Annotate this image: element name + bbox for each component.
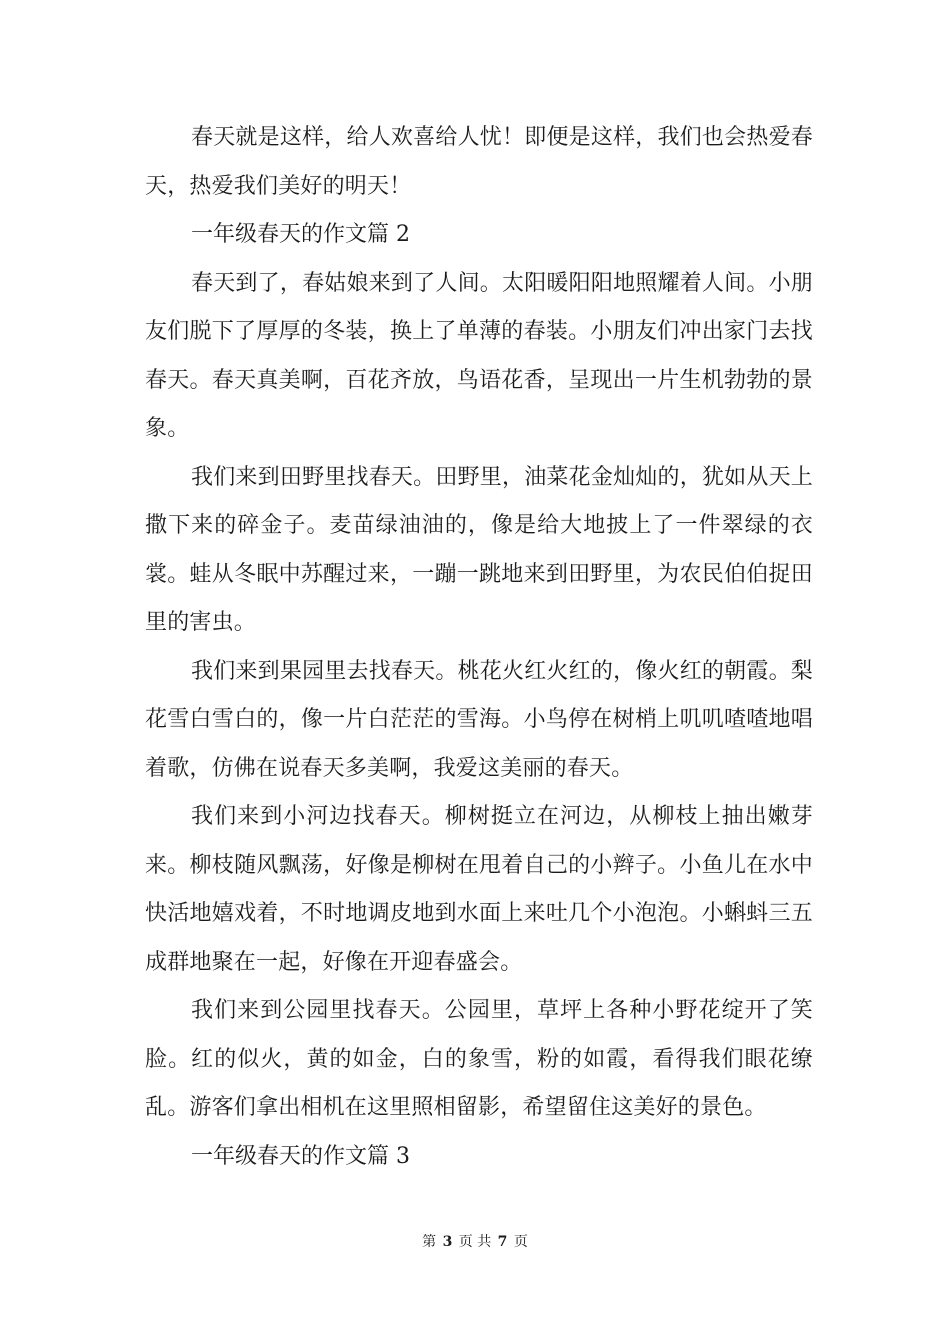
paragraph-orchard: 我们来到果园里去找春天。桃花火红火红的，像火红的朝霞。梨花雪白雪白的，像一片白茫茫的雪海。小鸟停在树梢上叽叽喳喳地唱着歌，仿佛在说春天多美啊，我爱这美丽的春天。: [145, 658, 813, 781]
section-heading-2: 一年级春天的作文篇 2: [191, 222, 410, 247]
footer-middle: 页 共: [458, 1234, 492, 1250]
footer-prefix: 第: [422, 1234, 437, 1250]
footer-suffix: 页: [513, 1234, 528, 1250]
paragraph-closing: 春天就是这样，给人欢喜给人忧！即便是这样，我们也会热爱春天，热爱我们美好的明天！: [145, 125, 813, 199]
page-footer: [0, 1232, 950, 1252]
paragraph-river: 我们来到小河边找春天。柳树挺立在河边，从柳枝上抽出嫩芽来。柳枝随风飘荡，好像是柳树在甩着自己的小辫子。小鱼儿在水中快活地嬉戏着，不时地调皮地到水面上来吐几个小泡泡。小蝌蚪三五成群地聚在一起，好像在开迎春盛会。: [145, 804, 813, 975]
paragraph-field: 我们来到田野里找春天。田野里，油菜花金灿灿的，犹如从天上撒下来的碎金子。麦苗绿油油的，像是给大地披上了一件翠绿的衣裳。蛙从冬眠中苏醒过来，一蹦一跳地来到田野里，为农民伯伯捉田里的害虫。: [145, 464, 813, 635]
document-body: [145, 114, 813, 1181]
paragraph-park: 我们来到公园里找春天。公园里，草坪上各种小野花绽开了笑脸。红的似火，黄的如金，白的象雪，粉的如霞，看得我们眼花缭乱。游客们拿出相机在这里照相留影，希望留住这美好的景色。: [145, 998, 813, 1120]
footer-total-pages: 7: [497, 1234, 508, 1250]
footer-current-page: 3: [442, 1234, 453, 1250]
section-heading-3: 一年级春天的作文篇 3: [191, 1143, 410, 1169]
paragraph-intro: 春天到了，春姑娘来到了人间。太阳暖阳阳地照耀着人间。小朋友们脱下了厚厚的冬装，换上了单薄的春装。小朋友们冲出家门去找春天。春天真美啊，百花齐放，鸟语花香，呈现出一片生机勃勃的景象。: [145, 270, 813, 441]
